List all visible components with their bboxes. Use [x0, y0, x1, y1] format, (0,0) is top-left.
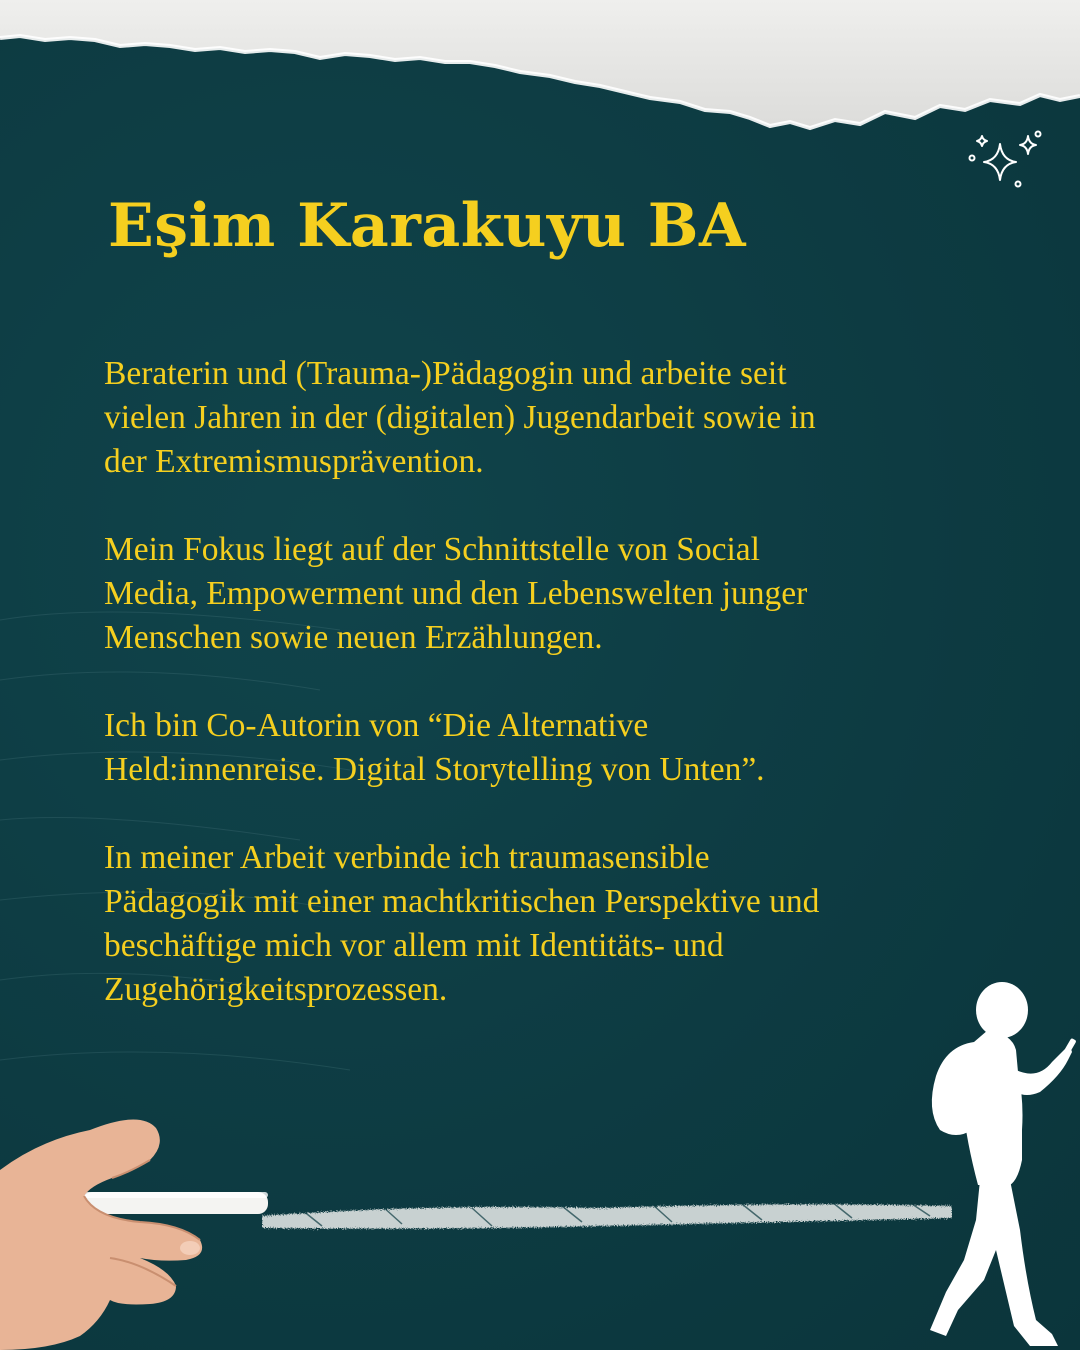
bio-paragraph: Beraterin und (Trauma-)Pädagogin und arbeite seit vielen Jahren in der (digitalen) Jugendarbeit sowie in der Extremismusprävention. — [104, 355, 816, 480]
walking-person-silhouette — [918, 980, 1080, 1350]
bio-paragraph: Ich bin Co-Autorin von “Die Alternative Held:innenreise. Digital Storytelling von Unten”. — [104, 707, 765, 788]
bio-paragraph: Mein Fokus liegt auf der Schnittstelle von Social Media, Empowerment und den Lebenswelten junger Menschen sowie neuen Erzählungen. — [104, 531, 808, 656]
hand-with-chalk-illustration — [0, 1100, 290, 1350]
bio-text — [104, 352, 984, 1056]
bio-paragraph: In meiner Arbeit verbinde ich traumasensible Pädagogik mit einer machtkritischen Perspektive und beschäftige mich vor allem mit Identitäts- und Zugehörigkeitsprozessen. — [104, 839, 820, 1008]
torn-paper-edge — [0, 0, 1080, 160]
page-title: Eşim Karakuyu BA — [108, 191, 747, 261]
sparkles-icon — [960, 130, 1044, 196]
chalk-stroke — [262, 1196, 952, 1236]
